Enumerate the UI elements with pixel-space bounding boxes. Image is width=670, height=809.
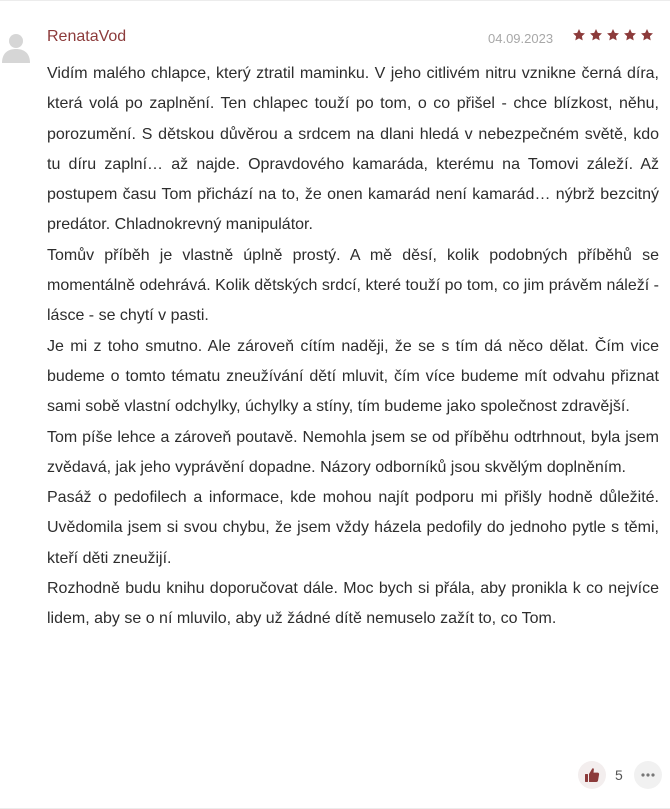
review-paragraph: Je mi z toho smutno. Ale zároveň cítím naději, že se s tím dá něco dělat. Čím vice budeme o tomto tématu zneužívání dětí mluvit, čím více budeme mít odvahu přiznat sami sobě vlastní odchylky, úchylky a stíny, tím budeme jako společnost zdravější.	[47, 337, 659, 416]
star-icon	[640, 28, 654, 42]
review-paragraph: Tomův příběh je vlastně úplně prostý. A mě děsí, kolik podobných příběhů se momentálně odehrává. Kolik dětských srdcí, které touží po tom, co jim právěm náleží - lásce - se chytí v pasti.	[47, 246, 659, 325]
review-actions	[578, 761, 662, 789]
reviewer-name[interactable]: RenataVod	[47, 28, 127, 45]
thumbs-up-icon	[584, 767, 600, 783]
more-options-button[interactable]	[634, 761, 662, 789]
review-date: 04.09.2023	[488, 31, 554, 46]
avatar-icon[interactable]	[0, 31, 32, 63]
ellipsis-icon	[640, 772, 656, 778]
star-icon	[572, 28, 586, 42]
star-icon	[623, 28, 637, 42]
review-paragraph: Vidím malého chlapce, který ztratil maminku. V jeho citlivém nitru vznikne černá díra, která volá po zaplnění. Ten chlapec touží po tom, o co přišel - chce blízkost, něhu, porozumění. S dětskou důvěrou a srdcem na dlani hledá v nebezpečném světě, kdo tu díru zaplní… až najde. Opravdového kamaráda, kterému na Tomovi záleží. Až postupem času Tom přichází na to, že onen kamarád není kamarád… nýbrž bezcitný predátor. Chladnokrevný manipulátor.	[47, 65, 659, 234]
review-paragraph: Pasáž o pedofilech a informace, kde mohou najít podporu mi přišly hodně důležité. Uvědomila jsem si svou chybu, že jsem vždy házela pedofily do jednoho pytle s těmi, kteří děti zneužijí.	[47, 489, 659, 567]
star-icon	[606, 28, 620, 42]
review-text	[47, 59, 659, 635]
rating-stars	[572, 28, 654, 42]
like-count: 5	[615, 767, 623, 783]
review-paragraph: Tom píše lehce a zároveň poutavě. Nemohla jsem se od příběhu odtrhnout, byla jsem zvědavá, jak jeho vyprávění dopadne. Názory odborníků jsou skvělým doplněním.	[47, 428, 659, 476]
like-button[interactable]	[578, 761, 606, 789]
star-icon	[589, 28, 603, 42]
review-paragraph: Rozhodně budu knihu doporučovat dále. Moc bych si přála, aby pronikla k co nejvíce lidem, aby se o ní mluvilo, aby už žádné dítě nemuselo zažít to, co Tom.	[47, 580, 659, 628]
